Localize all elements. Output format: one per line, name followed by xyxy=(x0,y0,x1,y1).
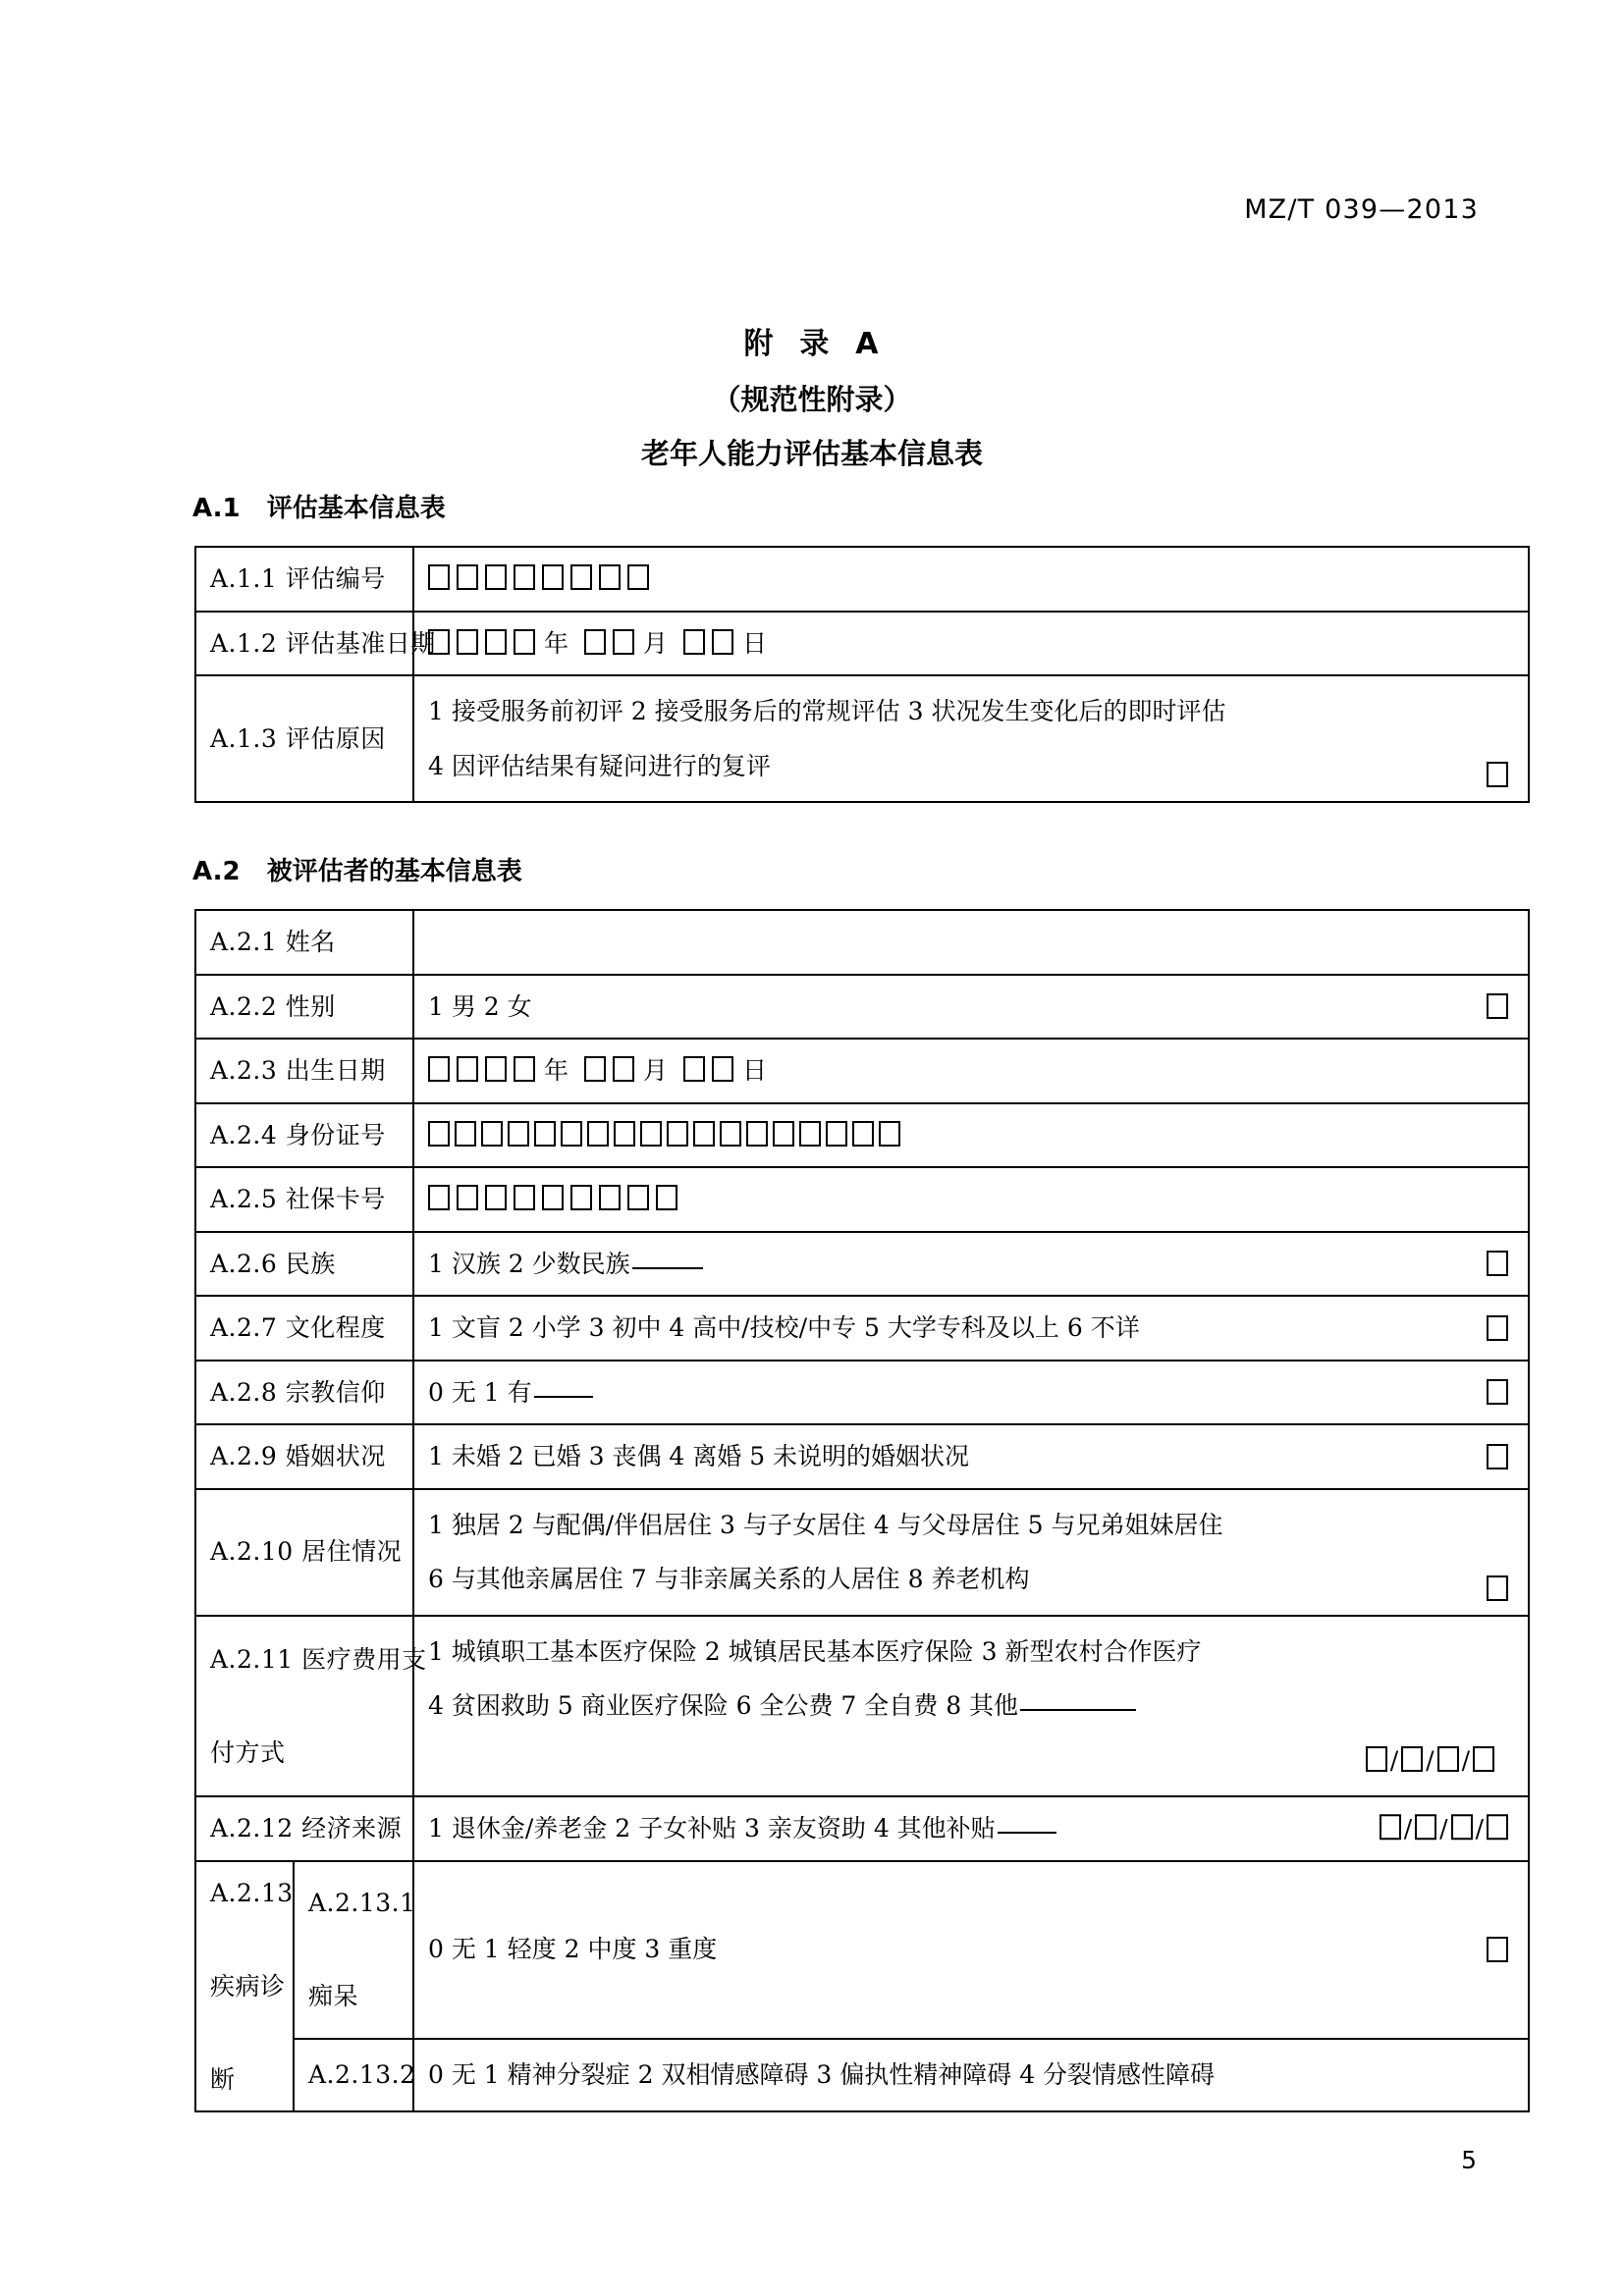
char-box[interactable] xyxy=(481,1121,503,1147)
char-box[interactable] xyxy=(508,1121,529,1147)
char-box[interactable] xyxy=(428,1056,450,1082)
char-box[interactable] xyxy=(693,1121,715,1147)
section-heading-a2: A.2 被评估者的基本信息表 xyxy=(192,857,522,886)
row-label-ethnicity: A.2.6 民族 xyxy=(195,1232,413,1297)
char-box[interactable] xyxy=(640,1121,662,1147)
row-label-medical-payment xyxy=(195,1616,427,1797)
answer-checkbox[interactable] xyxy=(1487,1575,1508,1601)
option-line-2: 4 因评估结果有疑问进行的复评 xyxy=(428,751,771,780)
row-label-living-situation: A.2.10 居住情况 xyxy=(195,1489,413,1616)
char-box[interactable] xyxy=(570,564,592,590)
answer-checkbox[interactable] xyxy=(1487,1379,1508,1405)
separator: / xyxy=(1389,1745,1399,1775)
table-row xyxy=(195,1039,1529,1103)
char-box[interactable] xyxy=(584,1056,606,1082)
char-box[interactable] xyxy=(428,1185,450,1210)
char-box[interactable] xyxy=(542,1185,564,1210)
separator: / xyxy=(1475,1814,1484,1842)
unit-day: 日 xyxy=(742,1056,768,1085)
char-box[interactable] xyxy=(720,1121,741,1147)
table-row xyxy=(195,1489,1529,1616)
option-text-mental-disorder: 0 无 1 精神分裂症 2 双相情感障碍 3 偏执性精神障碍 4 分裂情感性障碍 xyxy=(428,2060,1216,2090)
char-box[interactable] xyxy=(799,1121,821,1147)
page-title: 老年人能力评估基本信息表 xyxy=(640,437,983,470)
char-box[interactable] xyxy=(712,629,733,655)
answer-checkbox[interactable] xyxy=(1415,1814,1436,1840)
table-subject-basic-info xyxy=(194,909,1530,2112)
appendix-title-block xyxy=(0,319,1624,472)
option-text-marital-status: 1 未婚 2 已婚 3 丧偶 4 离婚 5 未说明的婚姻状况 xyxy=(428,1442,970,1470)
table-row xyxy=(195,675,1529,802)
answer-checkbox[interactable] xyxy=(1380,1814,1401,1840)
answer-checkbox[interactable] xyxy=(1487,1814,1508,1840)
table-row xyxy=(195,1796,1529,1861)
row-value-ethnicity xyxy=(413,1232,1529,1297)
answer-checkbox[interactable] xyxy=(1487,1251,1508,1276)
row-value-gender xyxy=(413,975,1529,1040)
row-value-dementia xyxy=(413,1861,1529,2039)
row-label-mental-disorder: A.2.13.2 xyxy=(294,2039,413,2111)
separator: / xyxy=(1403,1814,1413,1842)
row-value-assessment-number xyxy=(413,547,1529,612)
row-label-assessment-reason: A.1.3 评估原因 xyxy=(195,675,413,802)
unit-year: 年 xyxy=(544,1056,569,1085)
table-row xyxy=(195,612,1529,676)
answer-checkbox[interactable] xyxy=(1487,1315,1508,1341)
option-line-2-text: 4 贫困救助 5 商业医疗保险 6 全公费 7 全自费 8 其他 xyxy=(428,1691,1019,1720)
char-box[interactable] xyxy=(514,629,535,655)
row-label-dementia xyxy=(294,1861,416,2039)
answer-checkbox[interactable] xyxy=(1487,1937,1508,1962)
row-label-education: A.2.7 文化程度 xyxy=(195,1296,413,1361)
table-row xyxy=(195,1424,1529,1489)
row-value-income-source xyxy=(413,1796,1529,1861)
answer-checkbox[interactable] xyxy=(1487,762,1508,787)
answer-checkbox[interactable] xyxy=(1487,993,1508,1019)
table-row xyxy=(195,1232,1529,1297)
answer-checkbox[interactable] xyxy=(1437,1746,1459,1772)
separator: / xyxy=(1439,1814,1448,1842)
char-box[interactable] xyxy=(852,1121,874,1147)
checkbox-group-id-number[interactable] xyxy=(428,1112,905,1159)
row-label-assessment-base-date: A.1.2 评估基准日期 xyxy=(195,612,413,676)
answer-checkbox-group[interactable] xyxy=(1380,1805,1508,1852)
option-text-ethnicity: 1 汉族 2 少数民族 xyxy=(428,1249,630,1278)
char-box[interactable] xyxy=(879,1121,900,1147)
option-line-1: 1 独居 2 与配偶/伴侣居住 3 与子女居住 4 与父母居住 5 与兄弟姐妹居住 xyxy=(428,1510,1223,1539)
row-value-mental-disorder xyxy=(413,2039,1529,2111)
char-box[interactable] xyxy=(683,629,705,655)
option-text-gender: 1 男 2 女 xyxy=(428,991,532,1021)
row-label-social-card: A.2.5 社保卡号 xyxy=(195,1167,413,1232)
answer-checkbox[interactable] xyxy=(1366,1746,1387,1772)
char-box[interactable] xyxy=(485,629,507,655)
char-box[interactable] xyxy=(534,1121,556,1147)
group-label-line-3: 断 xyxy=(210,2064,236,2094)
table-row xyxy=(195,1861,1529,2039)
answer-checkbox[interactable] xyxy=(1401,1746,1423,1772)
char-box[interactable] xyxy=(614,1121,635,1147)
char-box[interactable] xyxy=(457,564,478,590)
table-assessment-basic-info xyxy=(194,546,1530,803)
option-text-religion: 0 无 1 有 xyxy=(428,1377,532,1407)
row-value-birth-date xyxy=(413,1039,1529,1103)
char-box[interactable] xyxy=(428,1121,450,1147)
char-box[interactable] xyxy=(599,564,621,590)
char-box[interactable] xyxy=(561,1121,582,1147)
date-input-group[interactable] xyxy=(428,620,783,667)
group-label-line-1: A.2.13 xyxy=(210,1878,294,1907)
table-row xyxy=(195,1103,1529,1168)
char-box[interactable] xyxy=(613,629,634,655)
row-label-assessment-number: A.1.1 评估编号 xyxy=(195,547,413,612)
row-label-name: A.2.1 姓名 xyxy=(195,910,413,975)
unit-month: 月 xyxy=(643,1056,669,1085)
running-header-standard-code: MZ/T 039—2013 xyxy=(1244,194,1479,225)
option-line-2: 6 与其他亲属居住 7 与非亲属关系的人居住 8 养老机构 xyxy=(428,1565,1030,1593)
table-row xyxy=(195,1616,1529,1797)
char-box[interactable] xyxy=(570,1185,592,1210)
page-number: 5 xyxy=(1461,2146,1477,2174)
table-row xyxy=(195,2039,1529,2111)
char-box[interactable] xyxy=(826,1121,847,1147)
row-value-assessment-reason xyxy=(413,675,1529,802)
table-row xyxy=(195,1167,1529,1232)
row-value-assessment-base-date xyxy=(413,612,1529,676)
separator: / xyxy=(1426,1745,1435,1775)
char-box[interactable] xyxy=(542,564,564,590)
fill-in-blank[interactable] xyxy=(1020,1709,1136,1711)
char-box[interactable] xyxy=(514,1056,535,1082)
table-row xyxy=(195,1361,1529,1425)
char-box[interactable] xyxy=(712,1056,733,1082)
row-label-religion: A.2.8 宗教信仰 xyxy=(195,1361,413,1425)
fill-in-blank[interactable] xyxy=(632,1267,703,1269)
char-box[interactable] xyxy=(683,1056,705,1082)
answer-checkbox[interactable] xyxy=(1451,1814,1473,1840)
group-label-line-2: 疾病诊 xyxy=(210,1971,286,2001)
char-box[interactable] xyxy=(455,1121,476,1147)
option-line-2 xyxy=(428,1679,1514,1734)
row-label-birth-date: A.2.3 出生日期 xyxy=(195,1039,413,1103)
unit-year: 年 xyxy=(544,628,569,658)
char-box[interactable] xyxy=(514,564,535,590)
answer-checkbox-group[interactable] xyxy=(428,1734,1514,1789)
row-value-name-input[interactable] xyxy=(413,910,1529,975)
unit-day: 日 xyxy=(742,628,768,658)
char-box[interactable] xyxy=(599,1185,621,1210)
appendix-label: 附 录 A xyxy=(743,327,881,361)
fill-in-blank[interactable] xyxy=(998,1832,1056,1834)
char-box[interactable] xyxy=(485,1056,507,1082)
option-line-1: 1 接受服务前初评 2 接受服务后的常规评估 3 状况发生变化后的即时评估 xyxy=(428,697,1226,725)
fill-in-blank[interactable] xyxy=(534,1396,593,1398)
char-box[interactable] xyxy=(627,564,649,590)
row-value-education xyxy=(413,1296,1529,1361)
row-label-income-source: A.2.12 经济来源 xyxy=(195,1796,413,1861)
checkbox-group-assessment-number[interactable] xyxy=(428,556,656,603)
table-row xyxy=(195,1296,1529,1361)
row-value-id-number xyxy=(413,1103,1529,1168)
table-row xyxy=(195,975,1529,1040)
table-row xyxy=(195,910,1529,975)
table-row xyxy=(195,547,1529,612)
char-box[interactable] xyxy=(587,1121,609,1147)
separator: / xyxy=(1461,1745,1470,1775)
char-box[interactable] xyxy=(485,564,507,590)
char-box[interactable] xyxy=(428,564,450,590)
char-box[interactable] xyxy=(746,1121,768,1147)
char-box[interactable] xyxy=(667,1121,688,1147)
checkbox-group-social-card[interactable] xyxy=(428,1176,684,1223)
appendix-normative-note: （规范性附录） xyxy=(712,383,912,416)
sub-name: 痴呆 xyxy=(308,1981,359,2010)
option-text-dementia: 0 无 1 轻度 2 中度 3 重度 xyxy=(428,1935,718,1964)
row-value-medical-payment xyxy=(413,1616,1529,1797)
row-label-marital-status: A.2.9 婚姻状况 xyxy=(195,1424,413,1489)
option-text-education: 1 文盲 2 小学 3 初中 4 高中/技校/中专 5 大学专科及以上 6 不详 xyxy=(428,1313,1140,1342)
char-box[interactable] xyxy=(613,1056,634,1082)
char-box[interactable] xyxy=(457,1056,478,1082)
char-box[interactable] xyxy=(584,629,606,655)
option-text-income-source: 1 退休金/养老金 2 子女补贴 3 亲友资助 4 其他补贴 xyxy=(428,1814,996,1842)
row-value-religion xyxy=(413,1361,1529,1425)
row-label-disease-diagnosis xyxy=(195,1861,294,2112)
row-label-line-2: 付方式 xyxy=(210,1737,286,1767)
char-box[interactable] xyxy=(457,629,478,655)
char-box[interactable] xyxy=(457,1185,478,1210)
char-box[interactable] xyxy=(485,1185,507,1210)
char-box[interactable] xyxy=(428,629,450,655)
row-label-gender: A.2.2 性别 xyxy=(195,975,413,1040)
section-heading-a1: A.1 评估基本信息表 xyxy=(192,494,446,523)
unit-month: 月 xyxy=(643,628,669,658)
option-line-1: 1 城镇职工基本医疗保险 2 城镇居民基本医疗保险 3 新型农村合作医疗 xyxy=(428,1636,1202,1666)
char-box[interactable] xyxy=(514,1185,535,1210)
answer-checkbox[interactable] xyxy=(1487,1444,1508,1469)
row-label-id-number: A.2.4 身份证号 xyxy=(195,1103,413,1168)
date-input-group[interactable] xyxy=(428,1047,783,1095)
char-box[interactable] xyxy=(773,1121,794,1147)
row-label-line-1: A.2.11 医疗费用支 xyxy=(210,1644,427,1674)
row-value-living-situation xyxy=(413,1489,1529,1616)
char-box[interactable] xyxy=(627,1185,649,1210)
sub-code: A.2.13.1 xyxy=(308,1888,416,1917)
row-value-social-card xyxy=(413,1167,1529,1232)
char-box[interactable] xyxy=(656,1185,677,1210)
row-value-marital-status xyxy=(413,1424,1529,1489)
answer-checkbox[interactable] xyxy=(1473,1746,1494,1772)
